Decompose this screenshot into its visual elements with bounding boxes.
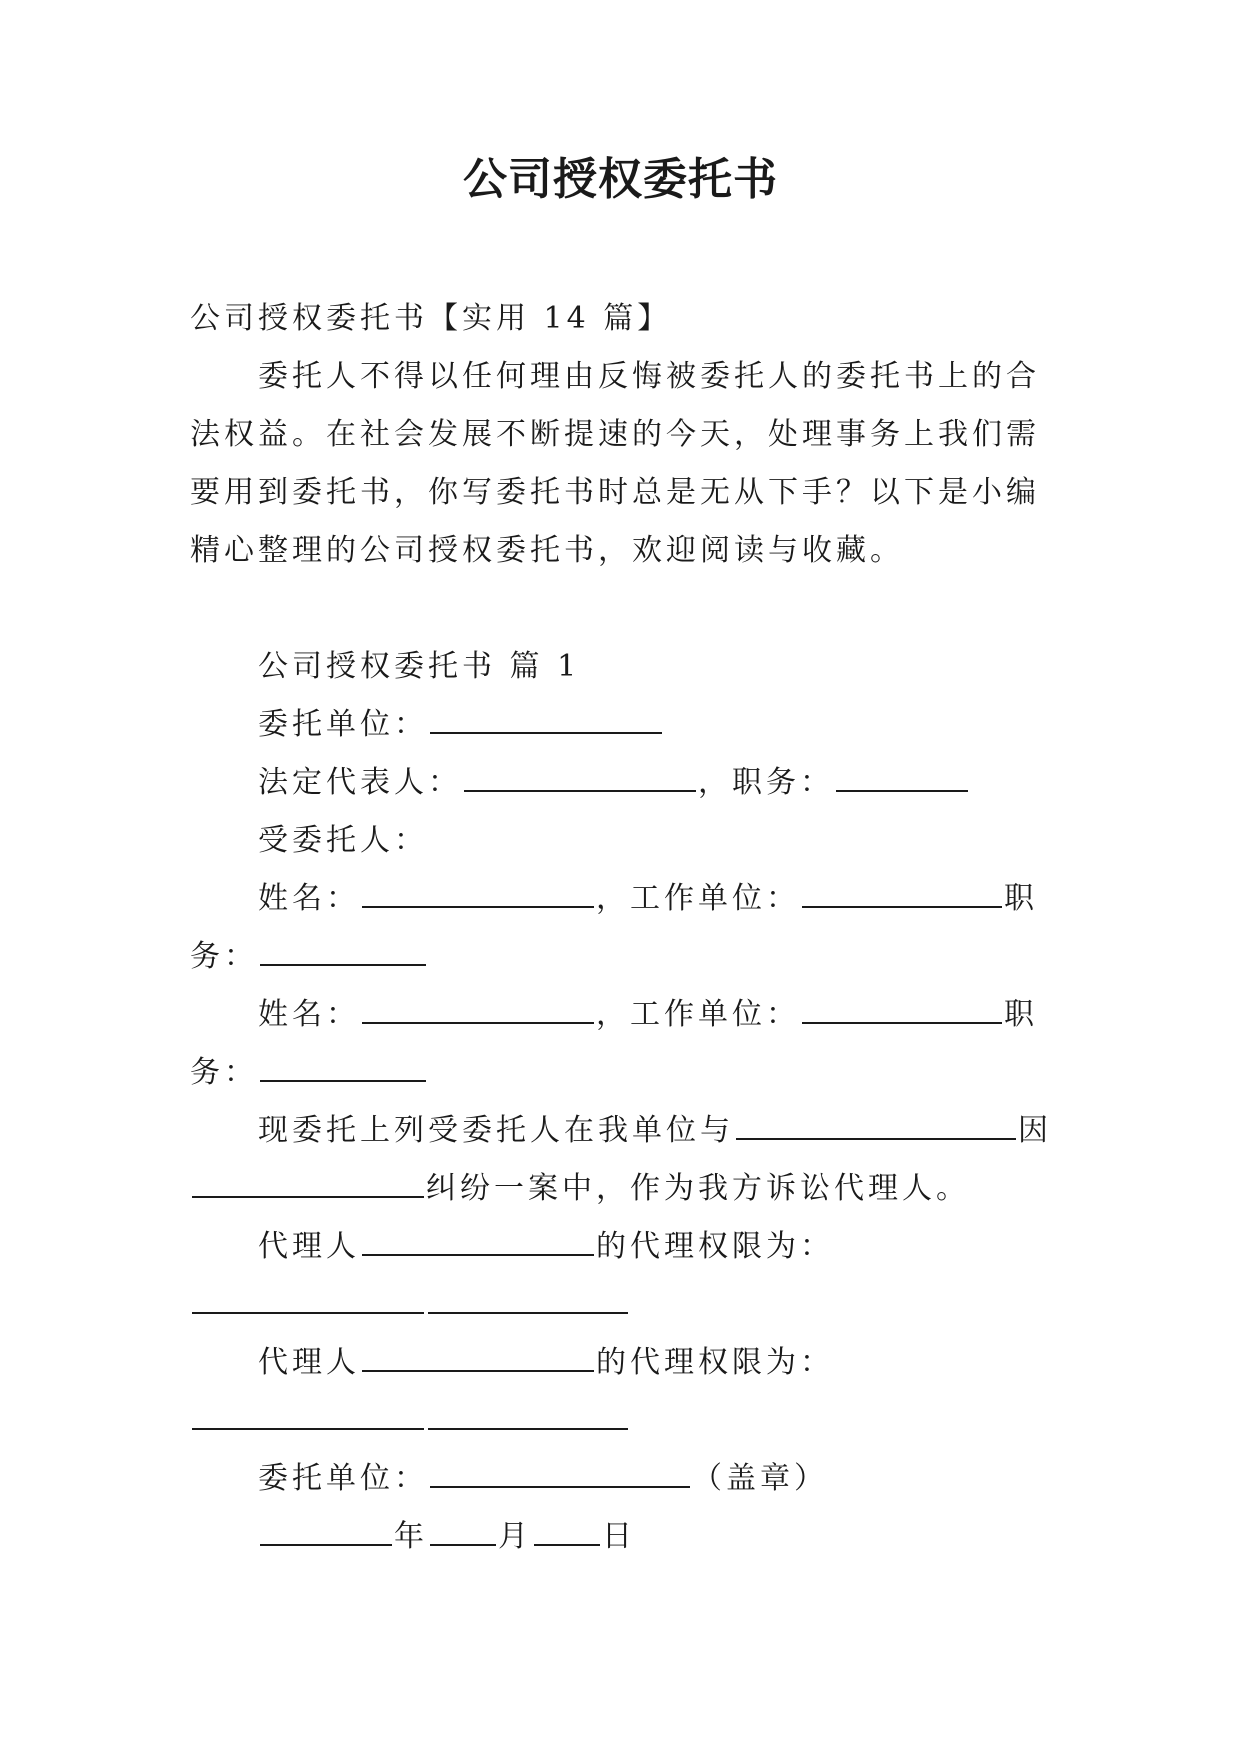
month-label: 月 — [498, 1519, 532, 1554]
year-label: 年 — [394, 1519, 428, 1554]
intro-paragraph: 委托人不得以任何理由反悔被委托人的委托书上的合法权益。在社会发展不断提速的今天，处理事务上我们需要用到委托书，你写委托书时总是无从下手？以下是小编精心整理的公司授权委托书，欢迎阅读与收藏。 — [190, 359, 1040, 568]
legal-rep-label: 法定代表人： — [258, 765, 462, 800]
agent-label: 代理人 — [258, 1345, 360, 1380]
legal-rep-blank — [464, 760, 696, 792]
position-char: 职 — [1004, 997, 1038, 1032]
agent-2-line — [190, 1334, 1056, 1450]
name-blank — [362, 992, 594, 1024]
name-label: 姓名： — [258, 881, 360, 916]
work-unit-blank — [802, 876, 1002, 908]
entrusting-unit-label: 委托单位： — [258, 1461, 428, 1496]
entrusting-unit-line — [190, 696, 1056, 754]
authorization-paragraph — [190, 1102, 1056, 1218]
subtitle: 公司授权委托书【实用 14 篇】 — [190, 301, 672, 336]
work-unit-blank — [802, 992, 1002, 1024]
agent-name-blank — [362, 1224, 594, 1256]
agent-scope-label: 的代理权限为： — [596, 1229, 834, 1264]
agent-scope-label: 的代理权限为： — [596, 1345, 834, 1380]
agent-scope-blank-cont — [428, 1282, 628, 1314]
work-unit-label: ，工作单位： — [596, 997, 800, 1032]
party-blank — [736, 1108, 1016, 1140]
day-blank — [534, 1514, 600, 1546]
position-blank — [260, 934, 426, 966]
date-line — [190, 1508, 1056, 1566]
agent-name-blank — [362, 1340, 594, 1372]
document-title: 公司授权委托书 — [463, 154, 778, 205]
position-blank — [836, 760, 968, 792]
agent-scope-blank-cont — [428, 1398, 628, 1430]
section-heading: 公司授权委托书 篇 1 — [258, 649, 581, 684]
position-tail-label: 务： — [190, 1055, 258, 1090]
authorize-text-2: 因 — [1018, 1113, 1052, 1148]
trustee-line: 受委托人： — [258, 823, 428, 858]
trustee-1-line — [190, 870, 1056, 986]
position-blank — [260, 1050, 426, 1082]
agent-label: 代理人 — [258, 1229, 360, 1264]
month-blank — [430, 1514, 496, 1546]
document-body — [190, 290, 1056, 1566]
agent-scope-blank — [192, 1398, 424, 1430]
legal-rep-line — [190, 754, 1056, 812]
trustee-2-line — [190, 986, 1056, 1102]
agent-scope-blank — [192, 1282, 424, 1314]
entrusting-unit-label: 委托单位： — [258, 707, 428, 742]
position-label: ，职务： — [698, 765, 834, 800]
work-unit-label: ，工作单位： — [596, 881, 800, 916]
name-label: 姓名： — [258, 997, 360, 1032]
authorize-text-3: 纠纷一案中，作为我方诉讼代理人。 — [426, 1171, 970, 1206]
year-blank — [260, 1514, 392, 1546]
name-blank — [362, 876, 594, 908]
stamp-label: （盖章） — [692, 1461, 828, 1496]
cause-blank — [192, 1166, 424, 1198]
entrusting-unit-blank — [430, 702, 662, 734]
position-char: 职 — [1004, 881, 1038, 916]
authorize-text-1: 现委托上列受委托人在我单位与 — [258, 1113, 734, 1148]
day-label: 日 — [602, 1519, 636, 1554]
spacer — [190, 580, 1056, 638]
position-tail-label: 务： — [190, 939, 258, 974]
agent-1-line — [190, 1218, 1056, 1334]
entrusting-unit-blank — [430, 1456, 690, 1488]
stamp-line — [190, 1450, 1056, 1508]
